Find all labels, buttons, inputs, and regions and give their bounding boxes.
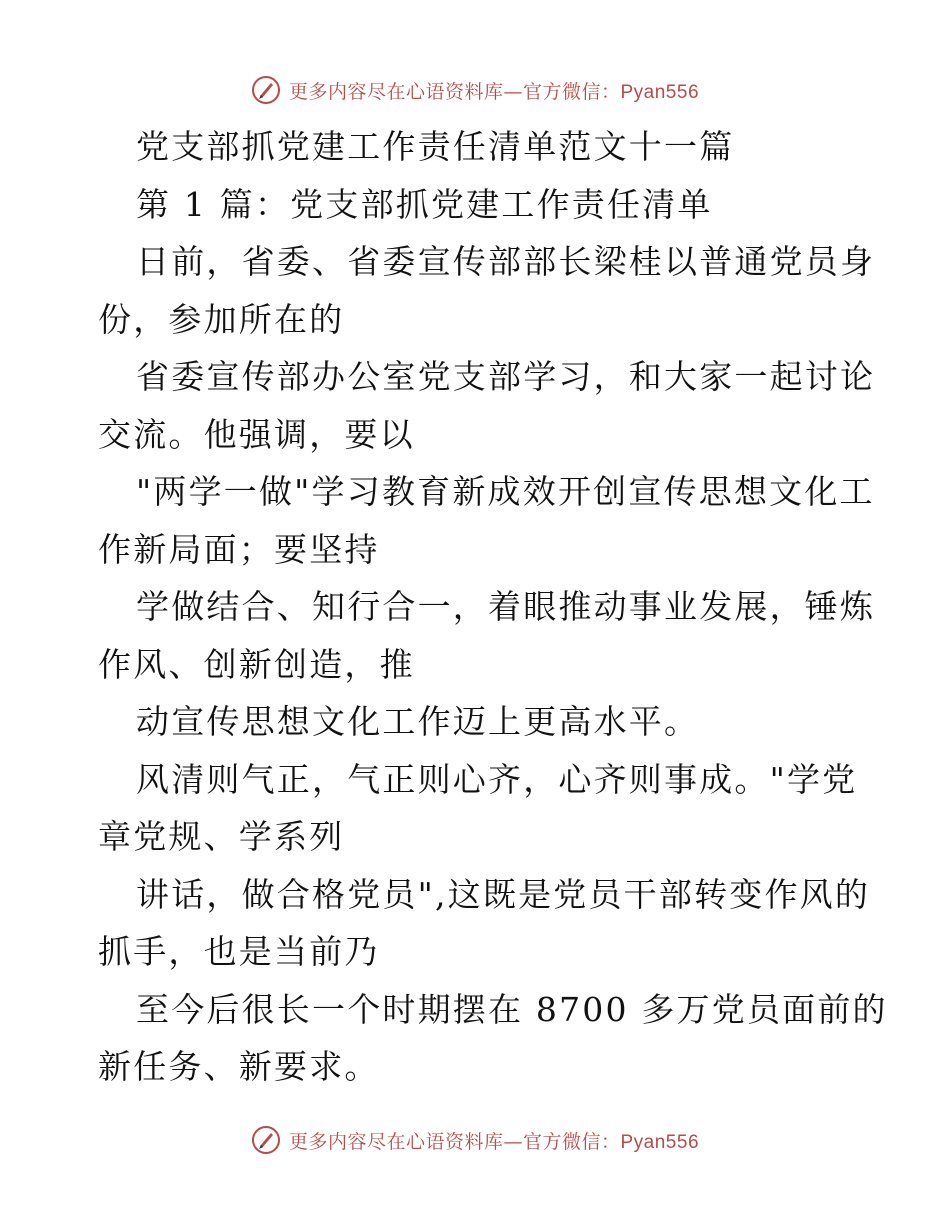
quill-pen-icon bbox=[251, 1125, 281, 1155]
paragraph-line: 动宣传思想文化工作迈上更高水平。 bbox=[136, 702, 700, 741]
paragraph-line: 学做结合、知行合一，着眼推动事业发展，锤炼 bbox=[136, 587, 876, 626]
paragraph-line: 新任务、新要求。 bbox=[98, 1047, 380, 1086]
paragraph-line: 抓手，也是当前乃 bbox=[98, 932, 380, 971]
quill-pen-icon bbox=[251, 75, 281, 105]
section-heading: 第 1 篇：党支部抓党建工作责任清单 bbox=[136, 184, 713, 224]
paragraph-line: 讲话，做合格党员",这既是党员干部转变作风的 bbox=[136, 874, 871, 914]
paragraph-line: 章党规、学系列 bbox=[98, 817, 345, 856]
paragraph-line: 至今后很长一个时期摆在 8700 多万党员面前的 bbox=[136, 989, 888, 1029]
paragraph-line: 日前，省委、省委宣传部部长梁桂以普通党员身 bbox=[136, 242, 876, 281]
footer-banner-text: 更多内容尽在心语资料库—官方微信：Pyan556 bbox=[288, 1130, 700, 1153]
paragraph-line: 交流。他强调，要以 bbox=[98, 414, 415, 454]
paragraph-line: 风清则气正，气正则心齐，心齐则事成。"学党 bbox=[136, 759, 858, 799]
paragraph-line: 作新局面；要坚持 bbox=[98, 529, 380, 569]
footer-banner bbox=[0, 1120, 950, 1160]
header-banner-text: 更多内容尽在心语资料库—官方微信：Pyan556 bbox=[288, 80, 700, 103]
document-body bbox=[98, 118, 888, 1096]
paragraph-line: 省委宣传部办公室党支部学习，和大家一起讨论 bbox=[136, 357, 876, 396]
paragraph-line: 份，参加所在的 bbox=[98, 299, 345, 339]
document-title: 党支部抓党建工作责任清单范文十一篇 bbox=[136, 127, 735, 166]
paragraph-line: 作风、创新创造，推 bbox=[98, 644, 415, 684]
paragraph-line: "两学一做"学习教育新成效开创宣传思想文化工 bbox=[136, 472, 875, 511]
header-banner bbox=[0, 70, 950, 110]
